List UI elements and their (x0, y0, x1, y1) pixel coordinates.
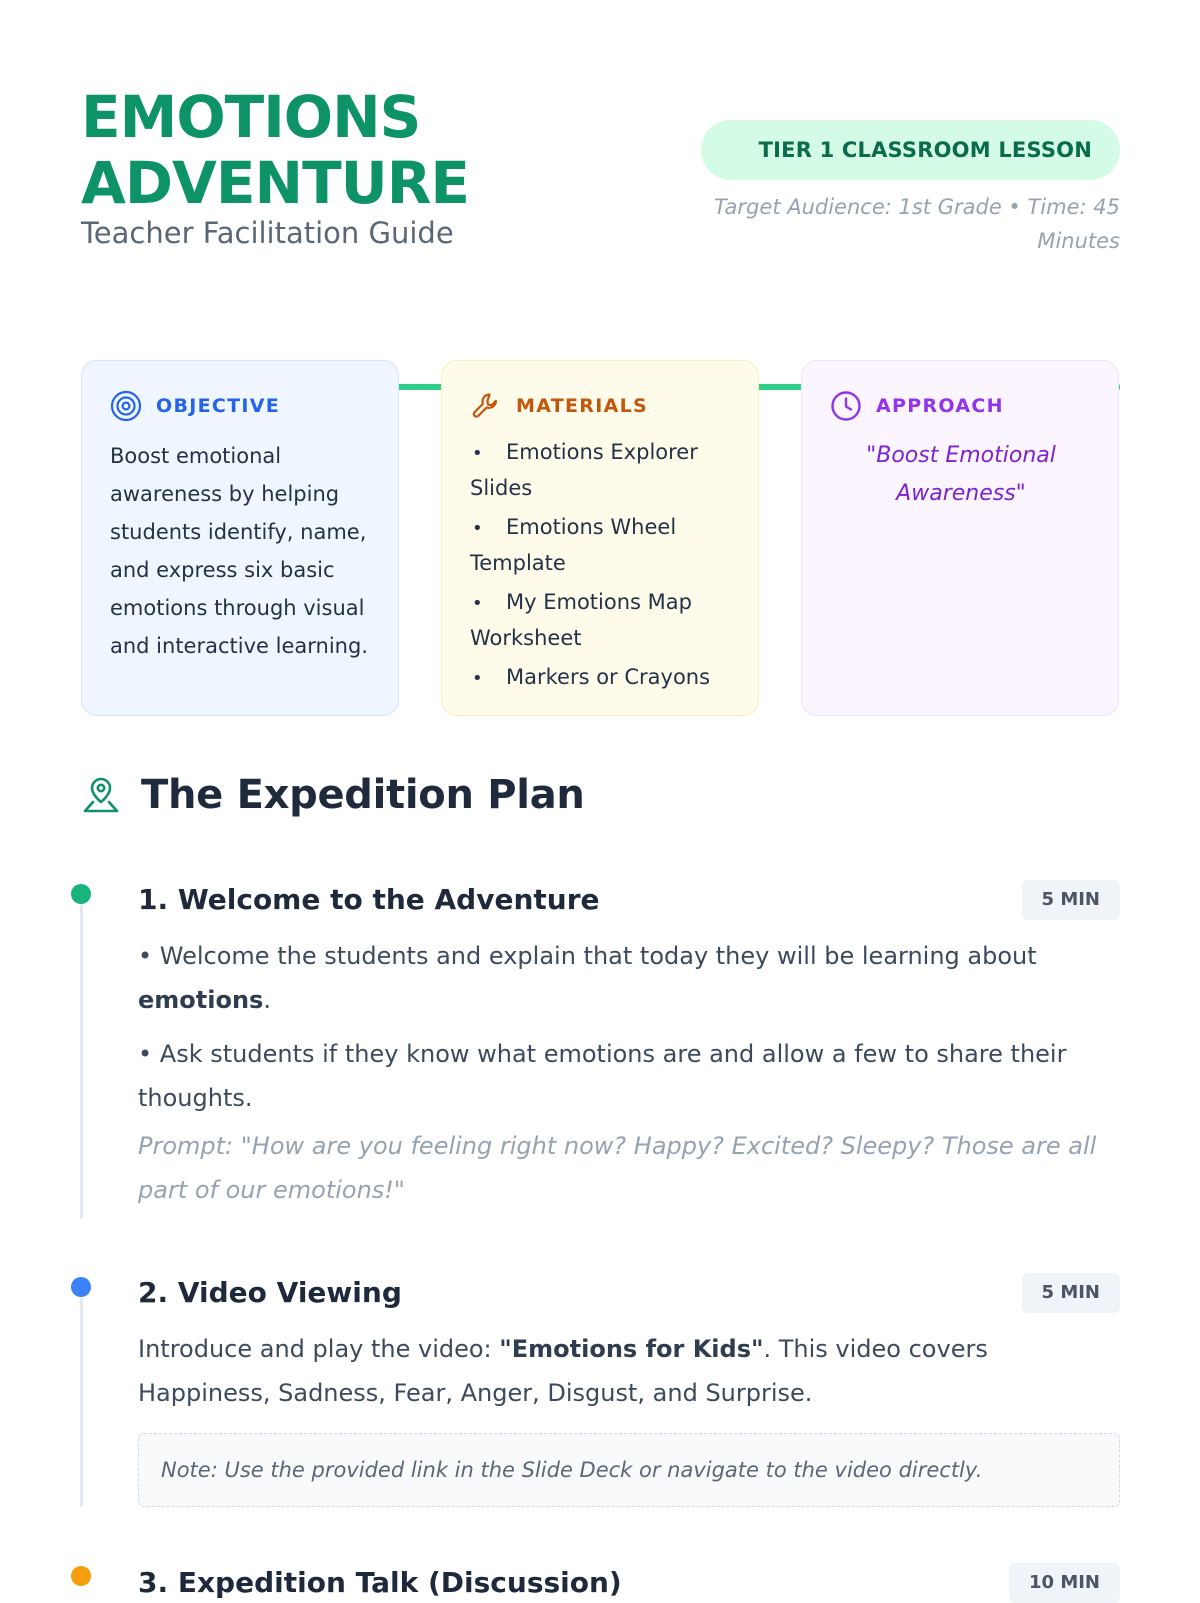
section-title: The Expedition Plan (141, 772, 585, 818)
step-welcome (138, 880, 1120, 1212)
step-dot (71, 1277, 91, 1297)
duration-badge: 5 MIN (1022, 880, 1120, 920)
duration-badge: 5 MIN (1022, 1273, 1120, 1313)
lesson-title-line2: ADVENTURE (81, 149, 470, 217)
lesson-title-line1: EMOTIONS (81, 83, 421, 151)
wrench-icon (470, 390, 502, 422)
duration-badge: 10 MIN (1009, 1563, 1120, 1603)
approach-quote: "Boost Emotional Awareness" (866, 443, 1056, 506)
audience-info: Target Audience: 1st Grade • Time: 45 Minutes (713, 195, 1120, 253)
objective-text: Boost emotional awareness by helping students identify, name, and express six basic emotions through visual and interactive learning. (110, 444, 368, 658)
step-title: 3. Expedition Talk (Discussion) (138, 1566, 622, 1599)
step-title: 2. Video Viewing (138, 1276, 402, 1309)
step-dot (71, 884, 91, 904)
materials-item: • Emotions Wheel Template (470, 515, 677, 575)
video-note: Note: Use the provided link in the Slide Deck or navigate to the video directly. (138, 1433, 1120, 1507)
timeline-line (80, 905, 83, 1218)
expedition-plan-heading (81, 770, 585, 820)
timeline-line (80, 1298, 83, 1506)
step-bullet: • Welcome the students and explain that today they will be learning about emotions. (138, 942, 1037, 1014)
materials-item: • My Emotions Map Worksheet (470, 590, 692, 650)
step-video-viewing (138, 1273, 1120, 1507)
step-dot (71, 1566, 91, 1586)
materials-item: • Emotions Explorer Slides (470, 440, 698, 500)
step-description: Introduce and play the video: "Emotions for Kids". This video covers Happiness, Sadness, Fear, Anger, Disgust, and Surprise. (138, 1335, 988, 1407)
approach-title: APPROACH (876, 395, 1004, 417)
info-cards (81, 360, 1120, 716)
step-prompt: Prompt: "How are you feeling right now? Happy? Excited? Sleepy? Those are all part of our emotions!" (138, 1132, 1097, 1204)
materials-title: MATERIALS (516, 395, 648, 417)
materials-item: • Markers or Crayons (472, 665, 711, 689)
target-icon (110, 390, 142, 422)
step-title: 1. Welcome to the Adventure (138, 883, 600, 916)
lesson-header (81, 84, 1120, 304)
step-bullet: • Ask students if they know what emotions are and allow a few to share their thoughts. (138, 1040, 1067, 1112)
step-expedition-talk (138, 1563, 1120, 1603)
objective-card (81, 360, 399, 716)
map-pin-icon (81, 775, 121, 815)
clock-icon (830, 390, 862, 422)
lesson-title (81, 84, 551, 216)
materials-card (441, 360, 759, 716)
objective-title: OBJECTIVE (156, 395, 281, 417)
materials-list (470, 435, 732, 696)
approach-card (801, 360, 1119, 716)
lesson-subtitle: Teacher Facilitation Guide (81, 216, 454, 250)
tier-badge: TIER 1 CLASSROOM LESSON (701, 120, 1120, 180)
